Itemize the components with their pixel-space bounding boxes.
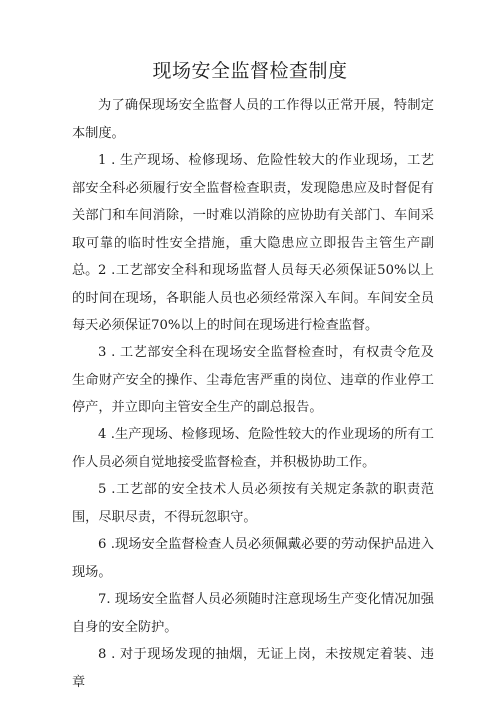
paragraph-intro: 为了确保现场安全监督人员的工作得以正常开展，特制定本制度。 (72, 98, 434, 141)
paragraph-7: 7. 现场安全监督人员必须随时注意现场生产变化情况加强自身的安全防护。 (72, 592, 434, 635)
paragraph-6: 6 .现场安全监督检查人员必须佩戴必要的劳动保护品进入现场。 (72, 537, 434, 580)
paragraph-8: 8 . 对于现场发现的抽烟，无证上岗，未按规定着装、违章 (72, 647, 434, 690)
paragraph-5: 5 .工艺部的安全技术人员必须按有关规定条款的职责范围，尽职尽责，不得玩忽职守。 (72, 482, 434, 525)
paragraph-2: 2 .工艺部安全科和现场监督人员每天必须保证50%以上的时间在现场，各职能人员也必须经常深入车间。车间安全员每天必须保证70%以上的时间在现场进行检查监督。 (72, 263, 434, 333)
paragraph-3: 3 . 工艺部安全科在现场安全监督检查时，有权责令危及生命财产安全的操作、尘毒危害严重的岗位、违章的作业停工停产，并立即向主管安全生产的副总报告。 (72, 345, 434, 415)
paragraph-1: 1 . 生产现场、检修现场、危险性较大的作业现场，工艺部安全科必须履行安全监督检查职责，发现隐患应及时督促有关部门和车间消除，一时难以消除的应协助有关部门、车间采取可靠的临时性安全措施，重大隐患应立即报告主管生产副总。 (72, 153, 434, 278)
document-title: 现场安全监督检查制度 (152, 60, 348, 82)
paragraph-4: 4 .生产现场、检修现场、危险性较大的作业现场的所有工作人员必须自觉地接受监督检查，并积极协助工作。 (72, 427, 434, 470)
